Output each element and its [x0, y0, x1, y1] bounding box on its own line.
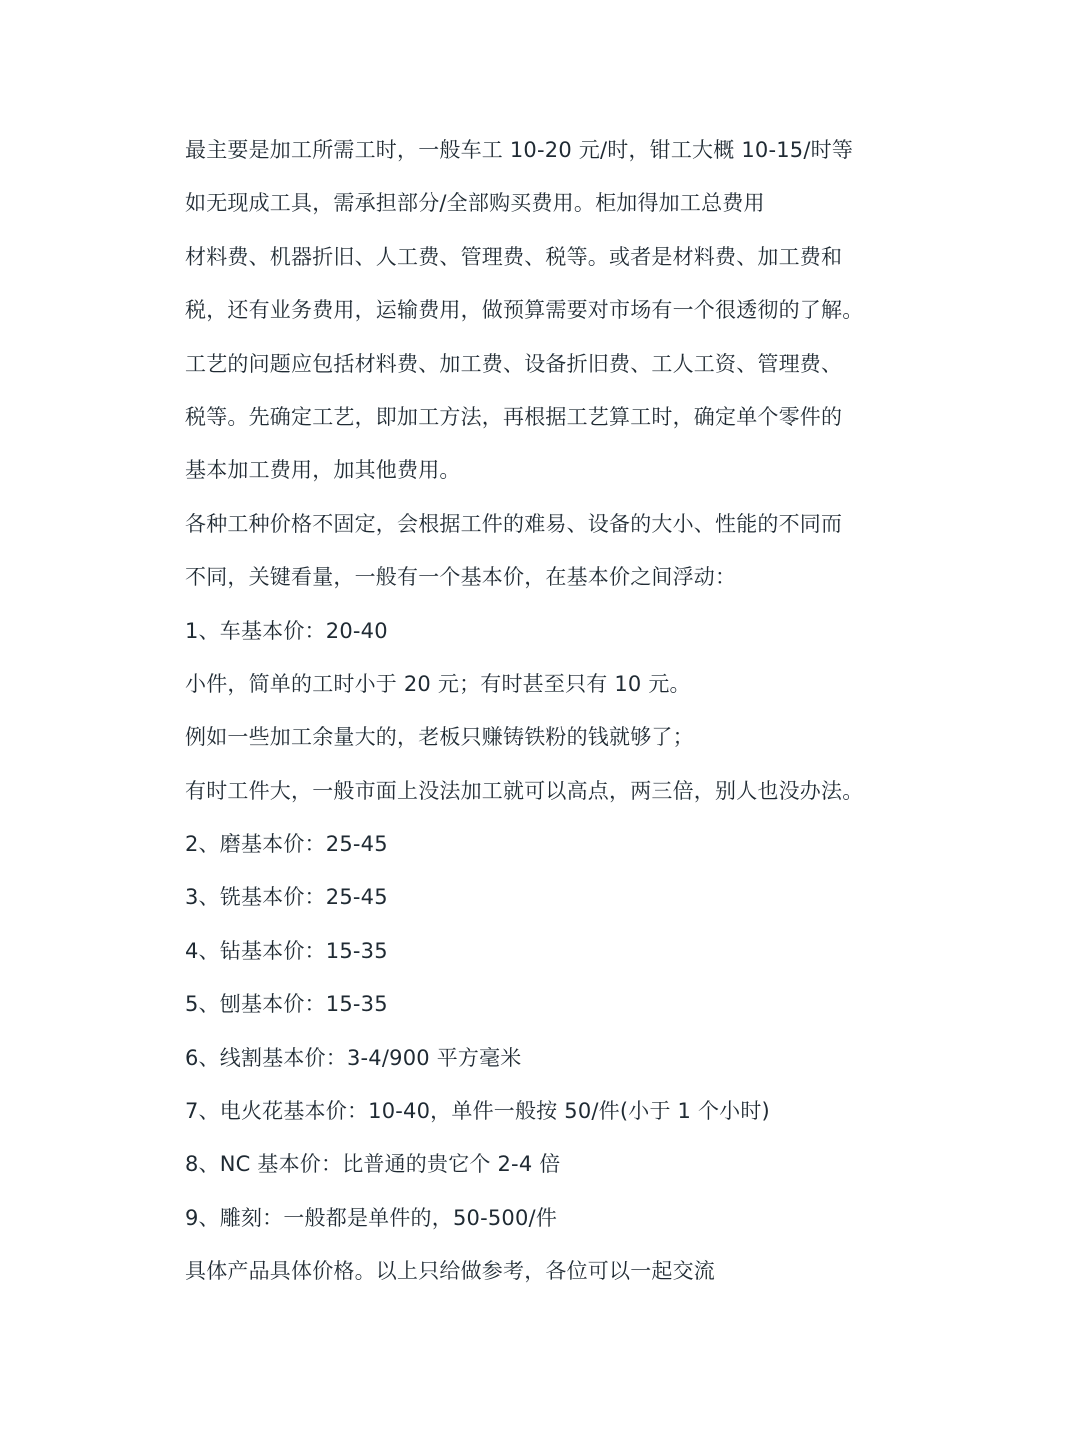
text-line-budget-market: 税，还有业务费用，运输费用，做预算需要对市场有一个很透彻的了解。 — [185, 298, 864, 323]
list-item-drilling: 4、钻基本价：15-35 — [185, 938, 388, 963]
text-line-tooling-cost: 如无现成工具，需承担部分/全部购买费用。柜加得加工总费用 — [185, 191, 765, 216]
text-line-closing-note: 具体产品具体价格。以上只给做参考，各位可以一起交流 — [185, 1259, 715, 1284]
document-body — [185, 124, 905, 1299]
text-line-base-cost: 基本加工费用，加其他费用。 — [185, 458, 461, 483]
text-line-process-costs: 工艺的问题应包括材料费、加工费、设备折旧费、工人工资、管理费、 — [185, 351, 843, 376]
text-line-small-parts: 小件，简单的工时小于 20 元；有时甚至只有 10 元。 — [185, 671, 691, 696]
list-item-edm: 7、电火花基本价：10-40，单件一般按 50/件(小于 1 个小时) — [185, 1099, 770, 1124]
list-item-milling: 3、铣基本价：25-45 — [185, 885, 388, 910]
list-item-nc: 8、NC 基本价：比普通的贵它个 2-4 倍 — [185, 1152, 561, 1177]
list-item-planing: 5、刨基本价：15-35 — [185, 992, 388, 1017]
text-line-process-method: 税等。先确定工艺，即加工方法，再根据工艺算工时，确定单个零件的 — [185, 404, 843, 429]
text-line-base-price-float: 不同，关键看量，一般有一个基本价，在基本价之间浮动： — [185, 565, 737, 590]
text-line-large-parts: 有时工件大，一般市面上没法加工就可以高点，两三倍，别人也没办法。 — [185, 778, 864, 803]
list-item-wire-cutting: 6、线割基本价：3-4/900 平方毫米 — [185, 1045, 522, 1070]
list-item-turning: 1、车基本价：20-40 — [185, 618, 388, 643]
text-line-cost-items: 材料费、机器折旧、人工费、管理费、税等。或者是材料费、加工费和 — [185, 244, 843, 269]
list-item-engraving: 9、雕刻：一般都是单件的，50-500/件 — [185, 1205, 558, 1230]
text-line-machining-allowance: 例如一些加工余量大的，老板只赚铸铁粉的钱就够了； — [185, 725, 694, 750]
text-line-price-varies: 各种工种价格不固定，会根据工件的难易、设备的大小、性能的不同而 — [185, 511, 843, 536]
text-line-intro-labor-hours: 最主要是加工所需工时，一般车工 10-20 元/时，钳工大概 10-15/时等 — [185, 138, 854, 162]
list-item-grinding: 2、磨基本价：25-45 — [185, 832, 388, 857]
